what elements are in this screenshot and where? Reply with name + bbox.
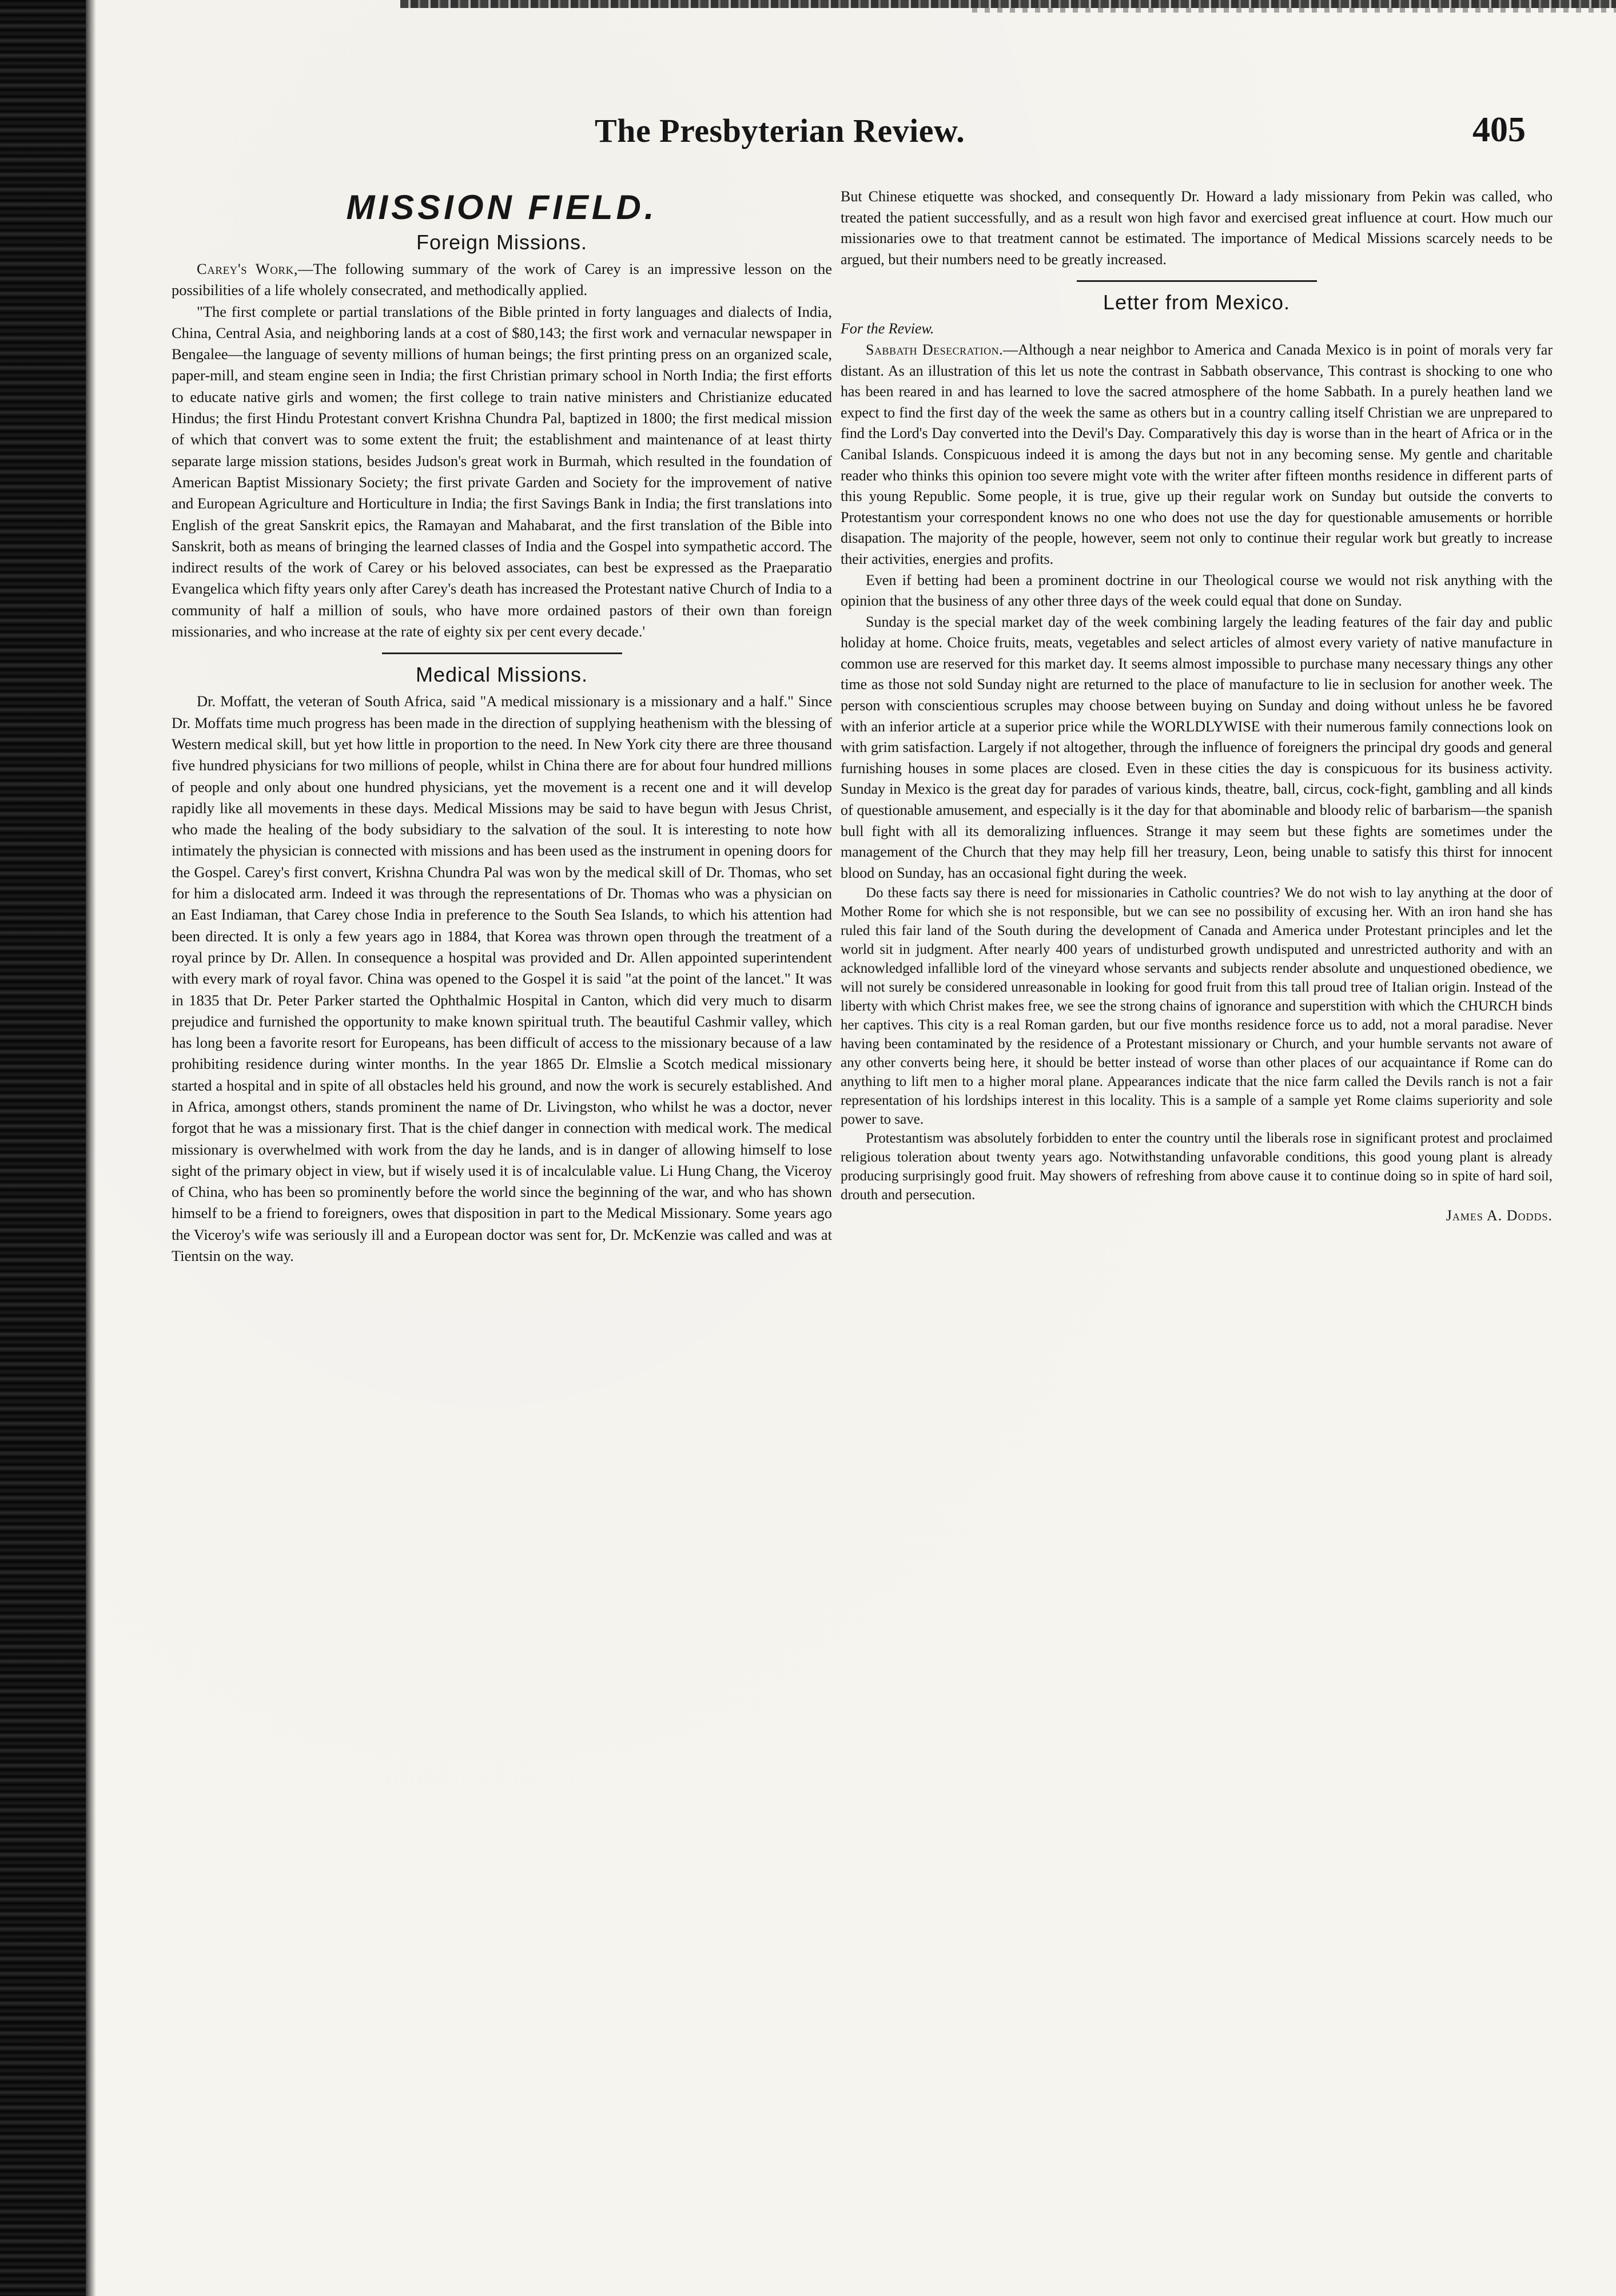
sabbath-paragraph-2: Even if betting had been a prominent doctrine in our Theological course we would not risk anything with the opinion that the business of any other three days of the week could equal that done on Sunday. xyxy=(841,571,1553,610)
sabbath-paragraph-4: Do these facts say there is need for missionaries in Catholic countries? We do not wish to lay anything at the door of Mother Rome for which she is not responsible, but we can see no possibility of excusing her. With an iron hand she has ruled this fair land of the South during the development of Canada and America under Protestant principles and let the world sit in judgment. After nearly 400 years of undisturbed growth undisputed and unrestricted authority and with an acknowledged infallible lord of the vineyard whose servants and subjects render absolute and unquestioned obedience, we will not surely be considered unreasonable in looking for good fruit from this tall proud tree of Italian origin. Instead of the liberty with which Christ makes free, we see the strong chains of ignorance and superstition with which the CHURCH binds her captives. This city is a real Roman garden, but our five months residence force us to add, not a moral paradise. Never having been contaminated by the residence of a Protestant missionary or Church, and your humble servants not aware of any other converts being here, it should be better instead of worse than other places of our acquaintance if Rome can do anything to lift men to a higher moral plane. Appearances indicate that the nice farm called the Devils ranch is not a fair representation of his lordships interest in this locality. This is a sample of a sample yet Rome claims superiority and sole power to save. xyxy=(841,885,1553,1128)
section-title: MISSION FIELD. xyxy=(346,188,658,226)
section-divider xyxy=(1077,280,1317,282)
author-signature: James A. Dodds. xyxy=(1446,1207,1553,1224)
running-header-title: The Presbyterian Review. xyxy=(595,112,965,149)
letter-from-mexico-heading: Letter from Mexico. xyxy=(1102,291,1291,315)
sabbath-lead-in: Sabbath Desecration. xyxy=(866,341,1004,358)
medical-missions-heading: Medical Missions. xyxy=(415,663,588,687)
scan-binding-edge xyxy=(0,0,86,2296)
continuation-paragraph: But Chinese etiquette was shocked, and consequently Dr. Howard a lady missionary from Pekin was called, who treated the patient successfully, and as a result won high favor and exercised great influence at court. How much our missionaries owe to that treatment cannot be estimated. The importance of Medical Missions scarcely needs to be argued, but their numbers need to be greatly increased. xyxy=(841,188,1553,268)
sabbath-text-1: —Although a near neighbor to America and Canada Mexico is in point of morals very far distant. As an illustration of this let us note the contrast in Sabbath observance, This contrast is shocking to one who has been reared in and has learned to love the sacred atmosphere of the home Sabbath. In a purely heathen land we expect to find the first day of the week the same as others but in a country calling itself Christian we are unprepared to find the Lord's Day converted into the Devil's Day. Comparatively this day is worse than in the heart of Africa or in the Canibal Islands. Conspicuous indeed it is among the days but not in any becoming sense. My gentle and charitable reader who thinks this opinion too severe might vote with the writer after fifteen months residence in different parts of this young Republic. Some people, it is true, give up their regular work on Sunday but outside the converts to Protestantism your correspondent knows no one who does not use the day for questionable amusements or horrible disapation. The majority of the people, however, seem not only to continue their regular work but greatly to increase their activities, energies and profits. xyxy=(841,341,1553,567)
sabbath-paragraph-5: Protestantism was absolutely forbidden to enter the country until the liberals rose in significant protest and proclaimed religious toleration about twenty years ago. Notwithstanding unfavorable conditions, this good young plant is already producing surprisingly good fruit. May showers of refreshing from above cause it to continue doing so in spite of hard soil, drouth and persecution. xyxy=(841,1131,1553,1203)
carey-quote-paragraph: "The first complete or partial translations of the Bible printed in forty languages and dialects of India, China, Central Asia, and neighboring lands at a cost of $80,143; the first work and vernacular newspaper in Bengalee—the language of seventy millions of human beings; the first printing press on an organized scale, paper-mill, and steam engine seen in India; the first Christian primary school in North India; the first efforts to educate native girls and women; the first college to train native ministers and Christianize educated Hindus; the first Hindu Protestant convert Krishna Chundra Pal, baptized in 1800; the first medical mission of which that convert was to some extent the fruit; the establishment and maintenance of at least thirty separate large mission stations, besides Judson's great work in Burmah, which resulted in the foundation of American Baptist Missionary Society; the first private Garden and Society for the improvement of native and European Agriculture and Horticulture in India; the first Savings Bank in India; the first translations into English of the great Sanskrit epics, the Ramayan and Mahabarat, and the first translation of the Bible into Sanskrit, both as means of bringing the learned classes of India and the Gospel into sympathetic accord. The indirect results of the work of Carey or his beloved associates, can best be expressed as the Praeparatio Evangelica which fifty years only after Carey's death has increased the Protestant native Church of India to a community of half a million of souls, who have more ordained pastors of their own than foreign missionaries, and who increase at the rate of eighty six per cent every decade.' xyxy=(172,303,832,640)
medical-missions-paragraph: Dr. Moffatt, the veteran of South Africa, said "A medical missionary is a missionary and a half." Since Dr. Moffats time much progress has been made in the direction of supplying heathenism with the blessing of Western medical skill, but yet how little in proportion to the need. In New York city there are three thousand five hundred physicians for two millions of people, whilst in China there are for about four hundred millions of people and only about one hundred physicians, yet the movement is a recent one and it will develop rapidly like all movements in these days. Medical Missions may be said to have begun with Jesus Christ, who made the healing of the body subsidiary to the salvation of the soul. It is interesting to note how intimately the physician is connected with missions and has been used as the instrument in opening doors for the Gospel. Carey's first convert, Krishna Chundra Pal was won by the medical skill of Dr. Thomas, who set for him a dislocated arm. Indeed it was through the representations of Dr. Thomas who was a physician on an East Indiaman, that Carey chose India in preference to the South Sea Islands, to which his attention had been directed. It is only a few years ago in 1884, that Korea was thrown open through the treatment of a royal prince by Dr. Allen. In consequence a hospital was provided and Dr. Allen appointed superintendent with every mark of royal favor. China was opened to the Gospel it is said "at the point of the lancet." It was in 1835 that Dr. Peter Parker started the Ophthalmic Hospital in Canton, which did very much to disarm prejudice and furnished the opportunity to make known spiritual truth. The beautiful Cashmir valley, which has long been a favorite resort for Europeans, has been difficult of access to the missionary because of a law prohibiting residence during winter months. In the year 1865 Dr. Elmslie a Scotch medical missionary started a hospital and in spite of all obstacles held his ground, and now the work is securely established. And in Africa, amongst others, stands prominent the name of Dr. Livingston, who whilst he was a doctor, never forgot that he was a missionary first. That is the chief danger in connection with medical work. The medical missionary is overwhelmed with work from the day he lands, and is in danger of allowing himself to lose sight of the primary object in view, but if wisely used it is of incalculable value. Li Hung Chang, the Viceroy of China, who has been so prominently before the world since the beginning of the war, and who has shown himself to be a friend to foreigners, owes that disposition in part to the Medical Missionary. Some years ago the Viceroy's wife was seriously ill and a European doctor was sent for, Dr. McKenzie was called and was at Tientsin on the way. xyxy=(172,693,832,1265)
scan-shadow xyxy=(86,0,96,2296)
section-divider xyxy=(382,652,622,654)
foreign-missions-heading: Foreign Missions. xyxy=(416,230,588,254)
byline: For the Review. xyxy=(841,320,934,337)
carey-lead-in: Carey's Work, xyxy=(197,260,298,277)
page-number: 405 xyxy=(1472,110,1526,149)
sabbath-paragraph-3: Sunday is the special market day of the week combining largely the leading features of the fair day and public holiday at home. Choice fruits, meats, vegetables and select articles of almost every variety of native manufacture in common use are reserved for this market day. It seems almost impossible to purchase many necessary things any other time as those not sold Sunday night are returned to the place of manufacture to lie in seclusion for another week. The person with conscientious scruples may choose between buying on Sunday and doing without unless he be favored with an inferior article at a superior price while the WORLDLYWISE with their numerous family connections look on with grim satisfaction. Largely if not altogether, through the influence of foreigners the principal dry goods and general furnishing houses in some places are closed. Even in these cities the day is conspicuous for its business activity. Sunday in Mexico is the great day for parades of various kinds, theatre, ball, circus, cock-fight, gambling and all kinds of questionable amusement, and especially is it the day for that abominable and bloody relic of barbarism—the spanish bull fight with all its demoralizing influences. Strange it may seem but these fights are sometimes under the management of the Church that they may help fill her treasury, Leon, being unable to satisfy this thirst for innocent blood on Sunday, has an occasional fight during the week. xyxy=(841,613,1553,881)
carey-intro-text: —The following summary of the work of Carey is an impressive lesson on the possibilities of a life wholely consecrated, and methodically applied. xyxy=(172,260,833,299)
left-column xyxy=(172,172,832,1267)
sabbath-paragraph-1 xyxy=(841,340,1553,570)
scan-top-artifact-2 xyxy=(972,8,1616,13)
right-column xyxy=(841,186,1553,1227)
scan-top-artifact xyxy=(400,0,1616,8)
carey-intro-paragraph xyxy=(172,258,832,301)
